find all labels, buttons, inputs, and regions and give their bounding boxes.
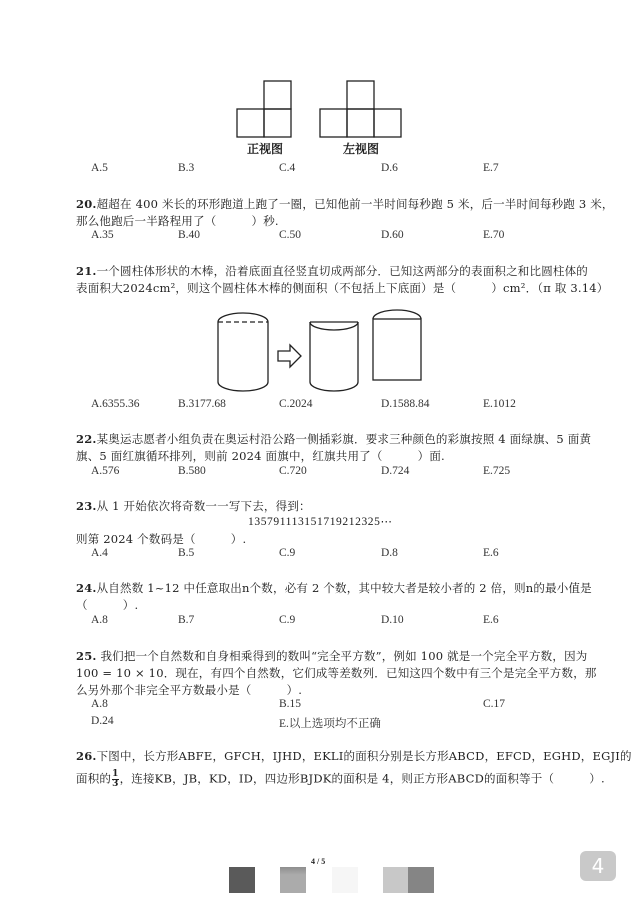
cylinder-cut-figure xyxy=(210,305,470,397)
one-third-fraction xyxy=(112,770,118,789)
q24-number: 24. xyxy=(76,581,97,595)
option-e[interactable]: E.1012 xyxy=(483,398,516,410)
option-e[interactable]: E.7 xyxy=(483,162,499,174)
option-c[interactable]: C.2024 xyxy=(279,398,313,410)
left-view-label: 左视图 xyxy=(343,142,380,156)
q23-text: 从 1 开始依次将奇数一一写下去，得到： xyxy=(96,499,311,513)
option-e[interactable]: E.以上选项均不正确 xyxy=(279,718,381,730)
q26-text-b: ，连接KB，JB，KD，ID，四边形BJDK的面积是 4，则正方形ABCD的面积等于（ ）. xyxy=(119,771,605,786)
q24-line1 xyxy=(76,580,592,596)
q22-number: 22. xyxy=(76,432,97,446)
q20-line2: 那么他跑后一半路程用了（ ）秒. xyxy=(76,214,279,228)
fraction-denominator: 3 xyxy=(112,779,119,789)
q21-text: 一个圆柱体形状的木棒，沿着底面直径竖直切成两部分．已知这两部分的表面积之和比圆柱体的 xyxy=(96,264,589,278)
option-a[interactable]: A.8 xyxy=(91,614,108,626)
three-view-figure xyxy=(230,78,410,140)
half-cylinder-icon xyxy=(310,322,358,391)
page-thumbnail-3[interactable] xyxy=(332,867,358,893)
option-a[interactable]: A.8 xyxy=(91,698,108,710)
option-e[interactable]: E.6 xyxy=(483,547,499,559)
page-indicator: 4 / 5 xyxy=(311,857,326,866)
q25-number: 25. xyxy=(76,649,97,663)
q26-number: 26. xyxy=(76,749,97,763)
option-d[interactable]: D.10 xyxy=(381,614,404,626)
q23-sequence: 135791113151719212325⋯ xyxy=(248,516,393,528)
option-e[interactable]: E.725 xyxy=(483,465,511,477)
option-b[interactable]: B.5 xyxy=(178,547,195,559)
q23-line3: 则第 2024 个数码是（ ）. xyxy=(76,532,247,546)
option-a[interactable]: A.6355.36 xyxy=(91,398,140,410)
cylinder-icon xyxy=(218,313,268,391)
q21-number: 21. xyxy=(76,264,97,278)
q25-text: 我们把一个自然数和自身相乘得到的数叫“完全平方数”，例如 100 就是一个完全平方数，因为 xyxy=(96,649,588,663)
option-c[interactable]: C.9 xyxy=(279,547,296,559)
q21-line2: 表面积大2024cm²，则这个圆柱体木棒的侧面积（不包括上下底面）是（ ）cm²．（π 取 3.14） xyxy=(76,281,609,295)
page-badge[interactable]: 4 xyxy=(580,851,616,881)
option-c[interactable]: C.9 xyxy=(279,614,296,626)
option-e[interactable]: E.70 xyxy=(483,229,505,241)
q22-line1 xyxy=(76,431,591,447)
arrow-right-icon xyxy=(278,345,301,367)
page-thumbnail-2[interactable] xyxy=(280,867,306,893)
q24-text: 从自然数 1~12 中任意取出n个数，必有 2 个数，其中较大者是较小者的 2 倍，则n的最小值是 xyxy=(96,581,592,595)
option-d[interactable]: D.60 xyxy=(381,229,404,241)
option-a[interactable]: A.576 xyxy=(91,465,120,477)
half-cylinder-front-icon xyxy=(373,310,421,380)
q26-text-a: 面积的 xyxy=(76,771,112,786)
q25-line1 xyxy=(76,648,587,664)
option-b[interactable]: B.7 xyxy=(178,614,195,626)
left-view-drawing xyxy=(320,81,401,137)
option-e[interactable]: E.6 xyxy=(483,614,499,626)
page-thumbnail-4[interactable] xyxy=(383,867,409,893)
option-a[interactable]: A.5 xyxy=(91,162,108,174)
option-c[interactable]: C.17 xyxy=(483,698,506,710)
front-view-drawing xyxy=(237,81,291,137)
q20-text: 超超在 400 米长的环形跑道上跑了一圈，已知他前一半时间每秒跑 5 米，后一半时间每秒跑 3 米， xyxy=(96,197,614,211)
option-b[interactable]: B.580 xyxy=(178,465,206,477)
front-view-label: 正视图 xyxy=(247,142,284,156)
page-thumbnail-5[interactable] xyxy=(408,867,434,893)
q22-text: 某奥运志愿者小组负责在奥运村沿公路一侧插彩旗．要求三种颜色的彩旗按照 4 面绿旗、5 面黄 xyxy=(96,432,592,446)
q23-number: 23. xyxy=(76,499,97,513)
fraction-numerator: 1 xyxy=(112,769,119,779)
q26-line1 xyxy=(76,748,632,764)
option-d[interactable]: D.724 xyxy=(381,465,410,477)
option-b[interactable]: B.3177.68 xyxy=(178,398,226,410)
q20-number: 20. xyxy=(76,197,97,211)
q25-line2: 100 = 10 × 10．现在，有四个自然数，它们成等差数列．已知这四个数中有三个是完全平方数，那 xyxy=(76,666,597,680)
q23-line1 xyxy=(76,498,311,514)
q24-line2: （ ）. xyxy=(76,598,139,612)
option-c[interactable]: C.4 xyxy=(279,162,296,174)
option-b[interactable]: B.40 xyxy=(178,229,201,241)
page-thumbnail-1[interactable] xyxy=(229,867,255,893)
option-b[interactable]: B.3 xyxy=(178,162,195,174)
option-c[interactable]: C.720 xyxy=(279,465,307,477)
option-b[interactable]: B.15 xyxy=(279,698,302,710)
option-d[interactable]: D.6 xyxy=(381,162,398,174)
option-d[interactable]: D.1588.84 xyxy=(381,398,430,410)
option-a[interactable]: A.35 xyxy=(91,229,114,241)
q26-text: 下图中，长方形ABFE，GFCH，IJHD，EKLI的面积分别是长方形ABCD，EFCD，EGHD，EGJI的 xyxy=(96,749,632,763)
q20-line1 xyxy=(76,196,614,212)
option-a[interactable]: A.4 xyxy=(91,547,108,559)
option-c[interactable]: C.50 xyxy=(279,229,302,241)
q22-line2: 旗、5 面红旗循环排列，则前 2024 面旗中，红旗共用了（ ）面. xyxy=(76,449,445,463)
q25-line3: 么另外那个非完全平方数最小是（ ）. xyxy=(76,683,303,697)
option-d[interactable]: D.24 xyxy=(91,715,114,727)
q21-line1 xyxy=(76,263,588,279)
q26-line2 xyxy=(76,770,605,789)
option-d[interactable]: D.8 xyxy=(381,547,398,559)
